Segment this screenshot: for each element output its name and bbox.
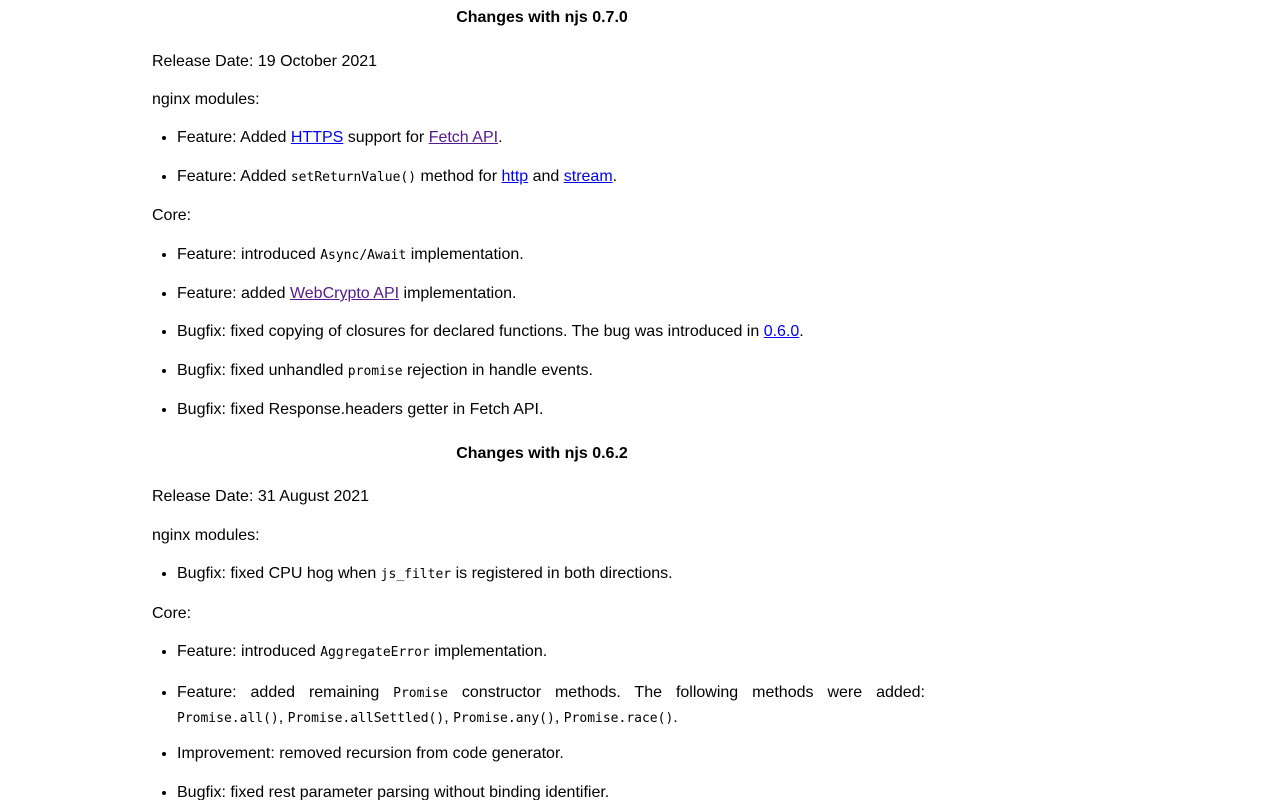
item-text: . xyxy=(612,168,618,185)
code-promise: promise xyxy=(347,364,403,379)
https-link[interactable]: HTTPS xyxy=(290,129,344,146)
item-text: , xyxy=(444,709,454,726)
core-list-062-c xyxy=(152,744,925,763)
core-list-070-c xyxy=(152,322,925,341)
item-text: . xyxy=(799,323,804,340)
item-text: . xyxy=(498,129,503,146)
core-list-070-a xyxy=(152,245,925,265)
webcrypto-api-link[interactable]: WebCrypto API xyxy=(289,285,400,302)
item-text: Bugfix: fixed unhandled xyxy=(177,362,348,379)
item-text: support for xyxy=(343,129,429,146)
list-item xyxy=(177,167,925,187)
list-item xyxy=(177,245,925,265)
item-text: Bugfix: fixed copying of closures for declared functions. The bug was introduced in xyxy=(177,323,764,340)
code-js-filter: js_filter xyxy=(380,567,452,582)
code-promise-race: Promise.race() xyxy=(563,711,674,726)
code-aggregate-error: AggregateError xyxy=(320,645,430,660)
item-text: Feature: introduced xyxy=(177,643,321,660)
core-list-062-b xyxy=(152,681,925,731)
item-text: and xyxy=(528,168,564,185)
stream-link[interactable]: stream xyxy=(563,168,613,185)
item-text: is registered in both directions. xyxy=(451,565,673,582)
core-list-062-a xyxy=(152,642,925,662)
code-promise-all: Promise.all() xyxy=(177,711,279,726)
nginx-list-070-b xyxy=(152,167,925,187)
list-item xyxy=(177,783,925,800)
nginx-list-062 xyxy=(152,564,925,584)
nginx-modules-label-062: nginx modules: xyxy=(152,527,260,544)
section-title-062: Changes with njs 0.6.2 xyxy=(456,445,628,462)
list-item xyxy=(177,361,925,381)
release-date-070: Release Date: 19 October 2021 xyxy=(152,53,378,70)
item-text: rejection in handle events. xyxy=(402,362,593,379)
list-item xyxy=(177,284,925,303)
code-promise-all-settled: Promise.allSettled() xyxy=(287,711,445,726)
list-item xyxy=(177,564,925,584)
item-text: Feature: added xyxy=(177,285,290,302)
item-text: implementation. xyxy=(406,246,524,263)
core-list-070-b xyxy=(152,284,925,303)
list-item xyxy=(177,128,925,147)
core-list-062-d xyxy=(152,783,925,800)
item-text: Feature: Added xyxy=(177,168,291,185)
core-list-070-d xyxy=(152,361,925,381)
item-text: Bugfix: fixed Response.headers getter in Fetch API. xyxy=(177,401,544,418)
item-text: , xyxy=(278,709,288,726)
item-text: implementation. xyxy=(399,285,517,302)
item-text: Feature: added remaining xyxy=(177,684,394,701)
http-link[interactable]: http xyxy=(501,168,529,185)
list-item xyxy=(177,322,925,341)
version-060-link[interactable]: 0.6.0 xyxy=(763,323,800,340)
code-set-return-value: setReturnValue() xyxy=(290,170,417,185)
item-text: Improvement: removed recursion from code generator. xyxy=(177,745,564,762)
item-text: Feature: Added xyxy=(177,129,291,146)
fetch-api-link[interactable]: Fetch API xyxy=(428,129,499,146)
item-text: method for xyxy=(416,168,502,185)
list-item xyxy=(177,642,925,662)
code-promise-any: Promise.any() xyxy=(453,711,555,726)
item-text: . xyxy=(673,709,678,726)
item-text: Bugfix: fixed CPU hog when xyxy=(177,565,381,582)
section-title-070: Changes with njs 0.7.0 xyxy=(456,9,628,26)
list-item xyxy=(177,744,925,763)
core-label-070: Core: xyxy=(152,207,192,224)
item-text: Bugfix: fixed rest parameter parsing without binding identifier. xyxy=(177,784,610,800)
nginx-list-070 xyxy=(152,128,925,147)
code-promise-constructor: Promise xyxy=(393,686,448,701)
core-label-062: Core: xyxy=(152,605,192,622)
core-list-070-e xyxy=(152,400,925,419)
item-text: , xyxy=(554,709,564,726)
list-item xyxy=(177,681,925,731)
list-item xyxy=(177,400,925,419)
item-text: constructor methods. The following methods were added: xyxy=(447,684,926,701)
code-async-await: Async/Await xyxy=(320,248,407,263)
release-date-062: Release Date: 31 August 2021 xyxy=(152,488,370,505)
nginx-modules-label-070: nginx modules: xyxy=(152,91,260,108)
item-text: Feature: introduced xyxy=(177,246,321,263)
item-text: implementation. xyxy=(429,643,548,660)
